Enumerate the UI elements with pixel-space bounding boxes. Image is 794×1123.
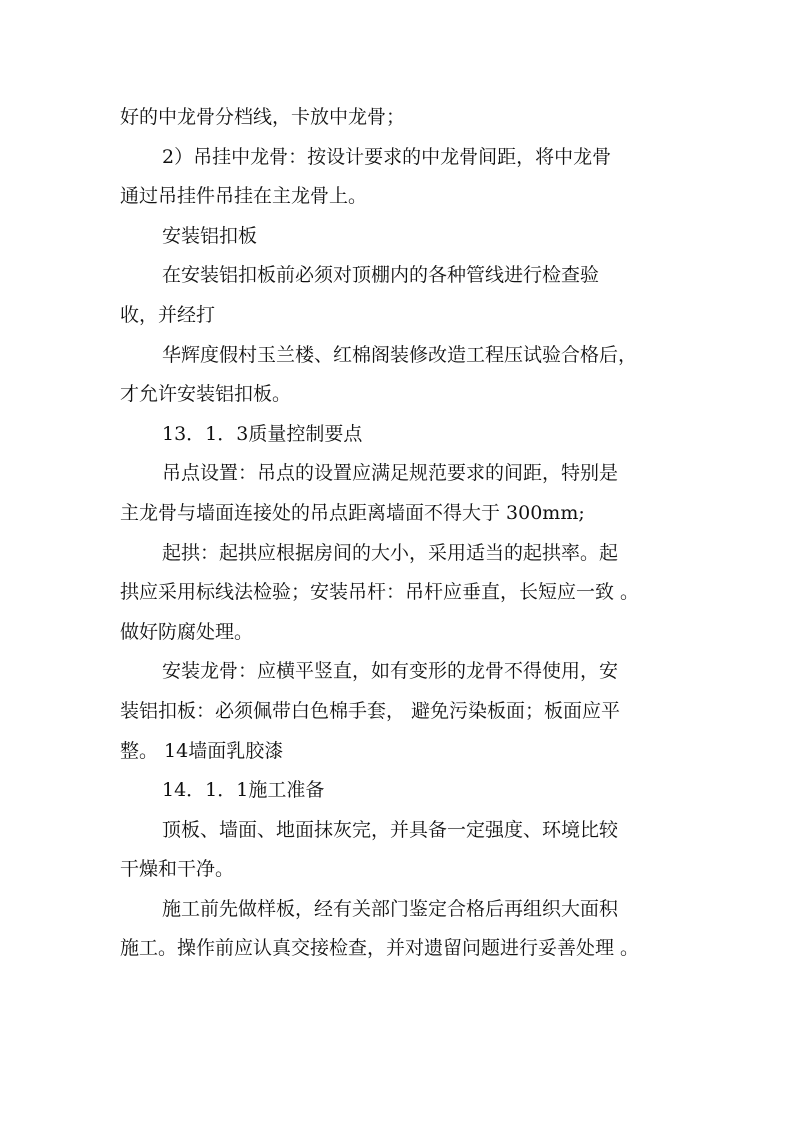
text-line: 顶板、墙面、地面抹灰完，并具备一定强度、环境比较 — [162, 818, 619, 841]
section-heading: 14．1．1施工准备 — [162, 779, 325, 802]
text-line: 施工前先做样板，经有关部门鉴定合格后再组织大面积 — [162, 897, 619, 920]
text-line: 安装龙骨：应横平竖直，如有变形的龙骨不得使用，安 — [162, 660, 619, 683]
text-line: 整。 14墙面乳胶漆 — [120, 739, 284, 762]
section-heading: 安装铝扣板 — [162, 224, 258, 247]
text-line: 主龙骨与墙面连接处的吊点距离墙面不得大于 300mm; — [120, 501, 585, 524]
text-line: 好的中龙骨分档线，卡放中龙骨； — [120, 106, 406, 128]
section-heading: 13．1．3质量控制要点 — [162, 422, 363, 445]
text-line: 收，并经打 — [120, 303, 216, 326]
text-line: 拱应采用标线法检验；安装吊杆：吊杆应垂直，长短应一致 。 — [120, 581, 640, 604]
text-line: 华辉度假村玉兰楼、红棉阁装修改造工程压试验合格后， — [162, 343, 638, 366]
document-body — [120, 98, 680, 969]
text-line: 2）吊挂中龙骨：按设计要求的中龙骨间距，将中龙骨 — [162, 145, 612, 168]
text-line: 才允许安装铝扣板。 — [120, 383, 292, 406]
text-line: 施工。操作前应认真交接检查，并对遗留问题进行妥善处理 。 — [120, 937, 640, 960]
text-line: 做好防腐处理。 — [120, 620, 254, 643]
text-line: 在安装铝扣板前必须对顶棚内的各种管线进行检查验 — [162, 264, 600, 287]
text-line: 通过吊挂件吊挂在主龙骨上。 — [120, 185, 368, 208]
text-line: 装铝扣板：必须佩带白色棉手套， 避免污染板面；板面应平 — [120, 699, 621, 722]
text-line: 干燥和干净。 — [120, 858, 235, 881]
text-line: 起拱：起拱应根据房间的大小，采用适当的起拱率。起 — [162, 541, 619, 564]
text-line: 吊点设置：吊点的设置应满足规范要求的间距，特别是 — [162, 462, 619, 485]
